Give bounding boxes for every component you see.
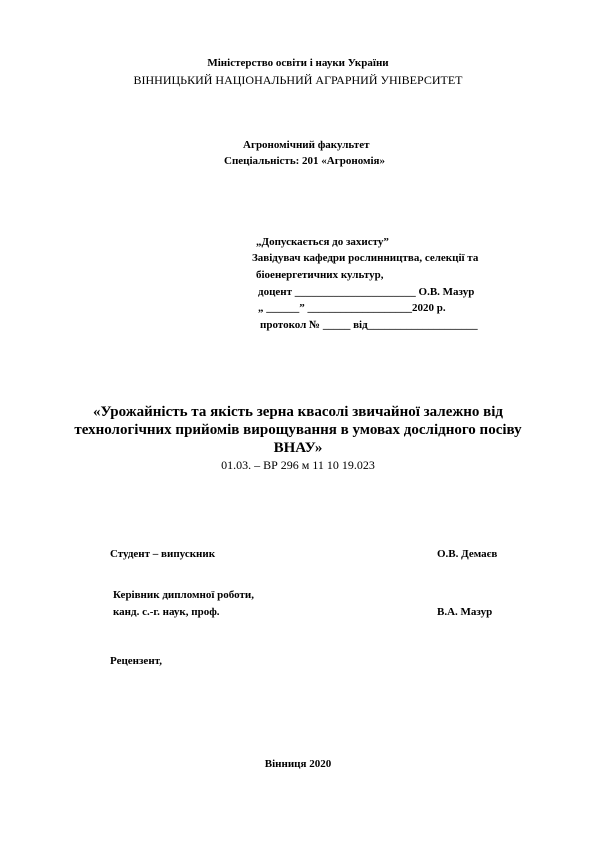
student-label: Студент – випускник <box>110 548 216 560</box>
department-head-line2: біоенергетичних культур, <box>256 269 384 281</box>
supervisor-label-line1: Керівник дипломної роботи, <box>113 589 254 601</box>
thesis-title-line1: «Урожайність та якість зерна квасолі звичайної залежно від <box>93 404 503 420</box>
approval-date-line: „ ______” ___________________2020 р. <box>258 302 446 314</box>
city-year: Вінниця 2020 <box>264 758 332 770</box>
ministry-name: Міністерство освіти і науки України <box>207 57 389 69</box>
protocol-line: протокол № _____ від____________________ <box>260 319 478 331</box>
admission-heading: „Допускається до захисту” <box>256 236 389 248</box>
docent-signature-line: доцент ______________________ О.В. Мазур <box>258 286 475 298</box>
supervisor-label-line2: канд. с.-г. наук, проф. <box>113 606 220 618</box>
department-head-line1: Завідувач кафедри рослинництва, селекції та <box>252 252 479 264</box>
supervisor-name: В.А. Мазур <box>437 606 493 618</box>
faculty-name: Агрономічний факультет <box>243 139 370 151</box>
thesis-title-line2: технологічних прийомів вирощування в умовах дослідного посіву <box>74 422 522 438</box>
reviewer-label: Рецензент, <box>110 655 162 667</box>
university-name: ВІННИЦЬКИЙ НАЦІОНАЛЬНИЙ АГРАРНИЙ УНІВЕРСИТЕТ <box>133 73 463 87</box>
specialty: Спеціальність: 201 «Агрономія» <box>224 155 385 167</box>
thesis-title-line3: ВНАУ» <box>273 440 323 456</box>
thesis-code: 01.03. – ВР 296 м 11 10 19.023 <box>221 458 375 472</box>
student-name: О.В. Демаєв <box>437 548 498 560</box>
